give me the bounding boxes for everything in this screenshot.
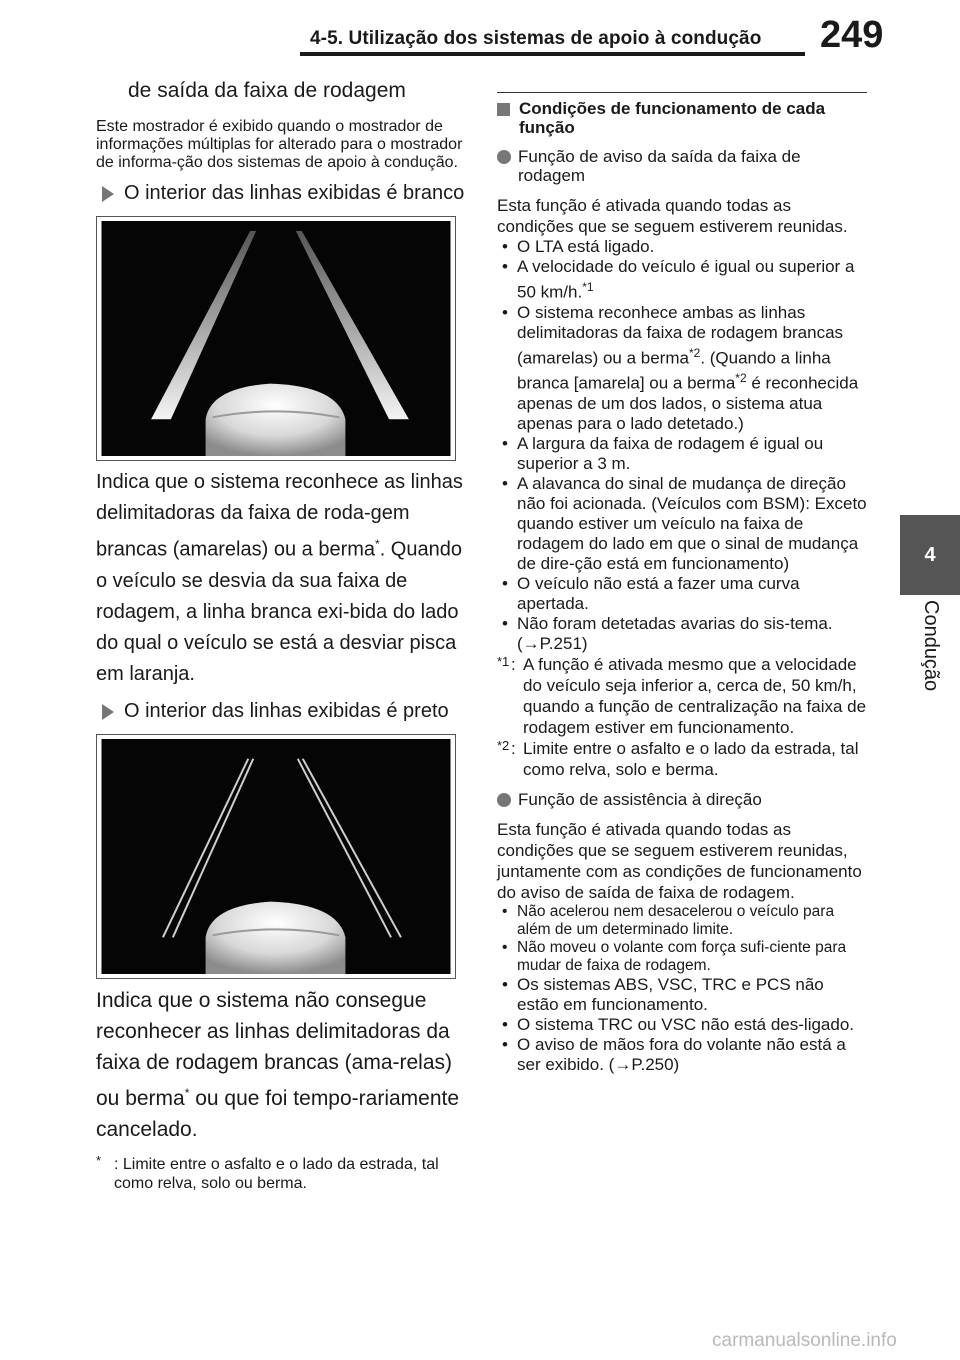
round-bullet-icon	[497, 793, 511, 807]
list-item: • Não moveu o volante com força sufi-ciente para mudar de faixa de rodagem.	[502, 938, 847, 974]
list-item: • O aviso de mãos fora do volante não está a ser exibido. (→P.250)	[502, 1034, 846, 1074]
arrow-bullet-icon	[102, 186, 114, 202]
list-item: • O veículo não está a fazer uma curva apertada.	[502, 573, 800, 613]
func2-intro: Esta função é ativada quando todas as condições que se seguem estiverem reunidas, juntamente com as condições de funcionamento do aviso de saída de faixa de rodagem.	[497, 819, 862, 902]
left-footnote: * : Limite entre o asfalto e o lado da estrada, tal como relva, solo ou berma.	[96, 1152, 439, 1192]
round-bullet-icon	[497, 150, 511, 164]
list-item: • A largura da faixa de rodagem é igual ou superior a 3 m.	[502, 433, 824, 473]
watermark: carmanualsonline.info	[712, 1330, 897, 1351]
desc-black-lines: Indica que o sistema não consegue reconhecer as linhas delimitadoras da faixa de rodagem brancas (ama-relas) ou berma* ou que foi tempo-rariamente cancelado.	[96, 988, 460, 1141]
list-item: • Não acelerou nem desacelerou o veículo para além de um determinado limite.	[502, 902, 835, 938]
left-subhead: de saída da faixa de rodagem	[128, 79, 406, 102]
list-item: • O LTA está ligado.	[502, 237, 655, 256]
right-column	[497, 92, 867, 1075]
arrow-bullet-icon	[102, 704, 114, 720]
square-bullet-icon	[497, 103, 510, 116]
intro-text: Este mostrador é exibido quando o mostrador de informações múltiplas for alterado para o mostrador de informa-ção dos sistemas de apoio à condução.	[96, 118, 463, 171]
list-item: • A alavanca do sinal de mudança de direção não foi acionada. (Veículos com BSM): Exceto quando estiver um veículo na faixa de rodagem do lado em que o sinal de mudança de dire-ção está em funcionamento)	[502, 473, 867, 573]
page-header	[0, 0, 960, 66]
chapter-tab[interactable]: 4	[900, 515, 960, 595]
figure-white-lines	[96, 216, 456, 461]
func1-heading: Função de aviso da saída da faixa de rodagem	[497, 147, 867, 185]
lane-display-black-image	[101, 739, 451, 974]
list-item: • A velocidade do veículo é igual ou superior a 50 km/h.$^{*1}$	[502, 257, 855, 302]
list-item: • O sistema reconhece ambas as linhas delimitadoras da faixa de rodagem brancas (amarelas) ou a berma$^{*2}$. (Quando a linha branca [amarela] ou a berma$^{*2}$ é reconhecida apenas de um dos lados, o sistema atua apenas para o lado detetado.)	[502, 302, 859, 433]
footnote-1: *1 : A função é ativada mesmo que a velocidade do veículo seja inferior a, cerca de, 50 km/h, quando a função de centralização na faixa de rodagem estiver em funcionamento.	[497, 653, 867, 737]
chapter-label: Condução	[920, 600, 942, 692]
func1-intro: Esta função é ativada quando todas as condições que se seguem estiverem reunidas.	[497, 196, 848, 236]
item-white-lines: O interior das linhas exibidas é branco	[96, 182, 466, 204]
func2-heading: Função de assistência à direção	[497, 790, 867, 809]
left-column	[96, 78, 466, 1193]
header-rule	[300, 52, 805, 56]
list-item: • Não foram detetadas avarias do sis-tema. (→P.251)	[502, 613, 833, 653]
page-number: 249	[820, 14, 884, 56]
conditions-heading: Condições de funcionamento de cada função	[497, 99, 867, 137]
desc-white-lines: Indica que o sistema reconhece as linhas delimitadoras da faixa de roda-gem brancas (amarelas) ou a berma*. Quando o veículo se desvia da sua faixa de rodagem, a linha branca exi-bida do lado do qual o veículo se está a desviar pisca em laranja.	[96, 471, 463, 685]
list-item: • Os sistemas ABS, VSC, TRC e PCS não estão em funcionamento.	[502, 974, 824, 1014]
section-title: 4-5. Utilização dos sistemas de apoio à condução	[310, 28, 762, 49]
item-black-lines: O interior das linhas exibidas é preto	[96, 700, 466, 722]
lane-display-white-image	[101, 221, 451, 456]
footnote-2: *2 : Limite entre o asfalto e o lado da estrada, tal como relva, solo e berma.	[497, 737, 859, 779]
list-item: • O sistema TRC ou VSC não está des-ligado.	[502, 1014, 855, 1034]
figure-black-lines	[96, 734, 456, 979]
section-rule	[497, 92, 867, 93]
